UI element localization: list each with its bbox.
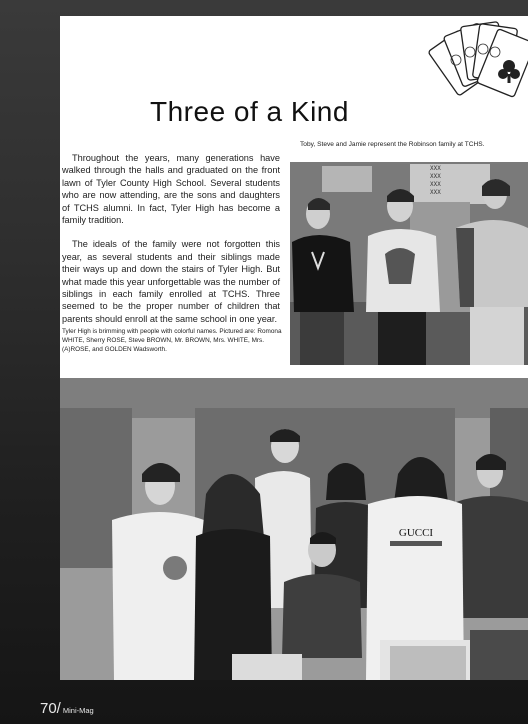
playing-cards-illustration bbox=[370, 16, 528, 104]
board-text: XXX bbox=[430, 165, 441, 172]
top-photo-caption: Toby, Steve and Jamie represent the Robinson family at TCHS. bbox=[300, 141, 485, 148]
article-paragraph: Throughout the years, many generations have walked through the halls and graduated on the front lawn of Tyler County High School. Several students who are now attending, are the sons and daughters of TCHS alumni. In fact, Tyler High has become a family tradition. bbox=[62, 153, 280, 226]
group-photo bbox=[60, 378, 528, 680]
page-number: 70/ bbox=[40, 700, 61, 717]
article-paragraph: The ideals of the family were not forgotten this year, as several students and their siblings made their ways up and down the stairs of Tyler High. But what made this year unforgettable was the number of siblings in each family enrolled at TCHS. Three seemed to be the proper number of children that parents should enroll at the same school in one year. bbox=[62, 239, 280, 324]
board-text: XXX bbox=[430, 181, 441, 188]
section-label: Mini-Mag bbox=[62, 706, 94, 715]
page-title: Three of a Kind bbox=[150, 96, 349, 127]
robinson-brothers-photo bbox=[290, 162, 528, 365]
board-text: XXX bbox=[430, 173, 441, 180]
board-text: XXX bbox=[430, 189, 441, 196]
bottom-photo-caption: Tyler High is brimming with people with colorful names. Pictured are: Romona WHITE, Sherry ROSE, Steve BROWN, Mr. BROWN, Mrs. WHITE, Mrs. (A)ROSE, and GOLDEN Wadsworth. bbox=[62, 328, 282, 353]
article-body bbox=[62, 152, 280, 325]
shirt-logo-text: GUCCI bbox=[398, 527, 434, 539]
page-footer bbox=[40, 700, 94, 718]
